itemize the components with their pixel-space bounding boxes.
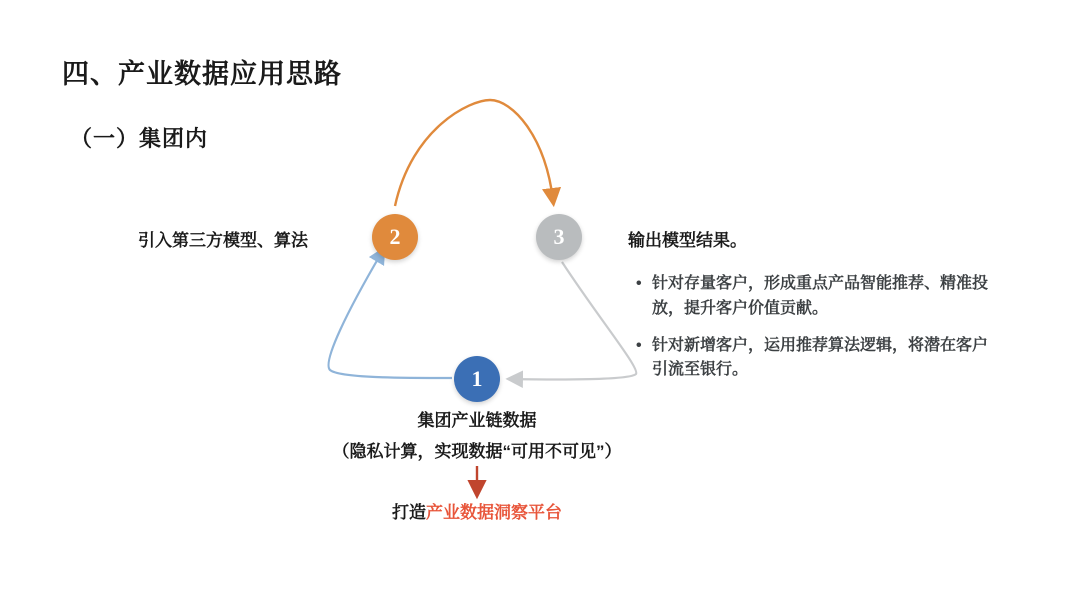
platform-label-prefix: 打造 [392,503,426,522]
diagram-label-bottom-primary: 集团产业链数据 [417,411,537,430]
diagram-label-left: 引入第三方模型、算法 [138,231,308,250]
page-subtitle: （一）集团内 [70,126,209,151]
diagram-node-1[interactable]: 1 [454,356,500,402]
list-item [636,272,996,322]
list-item-text: 针对存量客户，形成重点产品智能推荐、精准投放，提升客户价值贡献。 [652,275,989,317]
diagram-node-2[interactable]: 2 [372,214,418,260]
diagram-node-3[interactable]: 3 [536,214,582,260]
platform-label-accent: 产业数据洞察平台 [426,503,562,522]
bullet-marker-icon: • [636,275,642,292]
platform-label [0,498,954,523]
diagram-label-bottom-secondary: （隐私计算，实现数据“可用不可见”） [332,442,622,461]
list-item-text: 针对新增客户，运用推荐算法逻辑，将潜在客户引流至银行。 [652,336,989,379]
output-heading: 输出模型结果。 [628,231,747,250]
page-title: 四、产业数据应用思路 [62,59,342,89]
bullet-marker-icon: • [636,336,642,354]
output-bullet-list [636,272,996,395]
list-item [636,334,996,384]
